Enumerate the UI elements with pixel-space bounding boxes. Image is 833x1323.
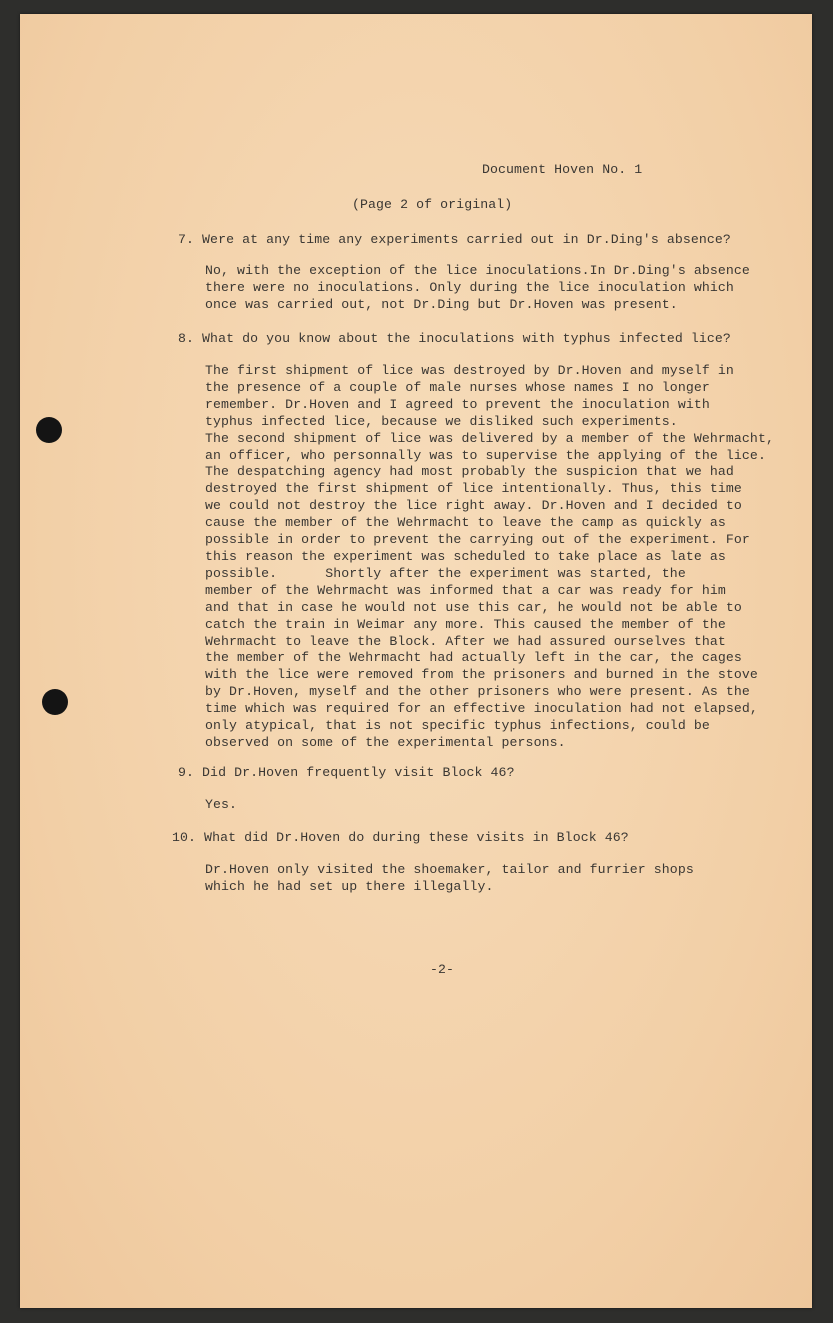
- question-8: 8. What do you know about the inoculations with typhus infected lice?: [178, 331, 731, 346]
- document-header: Document Hoven No. 1: [482, 162, 643, 177]
- page-reference: (Page 2 of original): [352, 197, 513, 212]
- question-9: 9. Did Dr.Hoven frequently visit Block 46?: [178, 765, 515, 780]
- answer-8: The first shipment of lice was destroyed by Dr.Hoven and myself in the presence of a couple of male nurses whose names I no longer remember. Dr.Hoven and I agreed to prevent the inoculation with typhus infected lice, because we disliked such experiments. The second shipment of lice was delivered by a member of the Wehrmacht, an officer, who personnally was to supervise the applying of the lice. The despatching agency had most probably the suspicion that we had destroyed the first shipment of lice intentionally. Thus, this time we could not destroy the lice right away. Dr.Hoven and I decided to cause the member of the Wehrmacht to leave the camp as quickly as possible in order to prevent the carrying out of the experiment. For this reason the experiment was scheduled to take place as late as possible. Shortly after the experiment was started, the member of the Wehrmacht was informed that a car was ready for him and that in case he would not use this car, he would not be able to catch the train in Weimar any more. This caused the member of the Wehrmacht to leave the Block. After we had assured ourselves that the member of the Wehrmacht had actually left in the car, the cages with the lice were removed from the prisoners and burned in the stove by Dr.Hoven, myself and the other prisoners who were present. As the time which was required for an effective inoculation had not elapsed, only atypical, that is not specific typhus infections, could be observed on some of the experimental persons.: [205, 363, 774, 750]
- answer-7: No, with the exception of the lice inoculations.In Dr.Ding's absence there were no inoculations. Only during the lice inoculation which once was carried out, not Dr.Ding but Dr.Hoven was present.: [205, 263, 750, 312]
- document-page: [20, 14, 812, 1308]
- answer-10: Dr.Hoven only visited the shoemaker, tailor and furrier shops which he had set up there illegally.: [205, 862, 694, 894]
- question-7: 7. Were at any time any experiments carried out in Dr.Ding's absence?: [178, 232, 731, 247]
- page-number: -2-: [430, 962, 455, 977]
- punch-hole-top: [36, 417, 62, 443]
- punch-hole-bottom: [42, 689, 68, 715]
- question-10: 10. What did Dr.Hoven do during these visits in Block 46?: [172, 830, 629, 845]
- answer-9: Yes.: [205, 797, 238, 812]
